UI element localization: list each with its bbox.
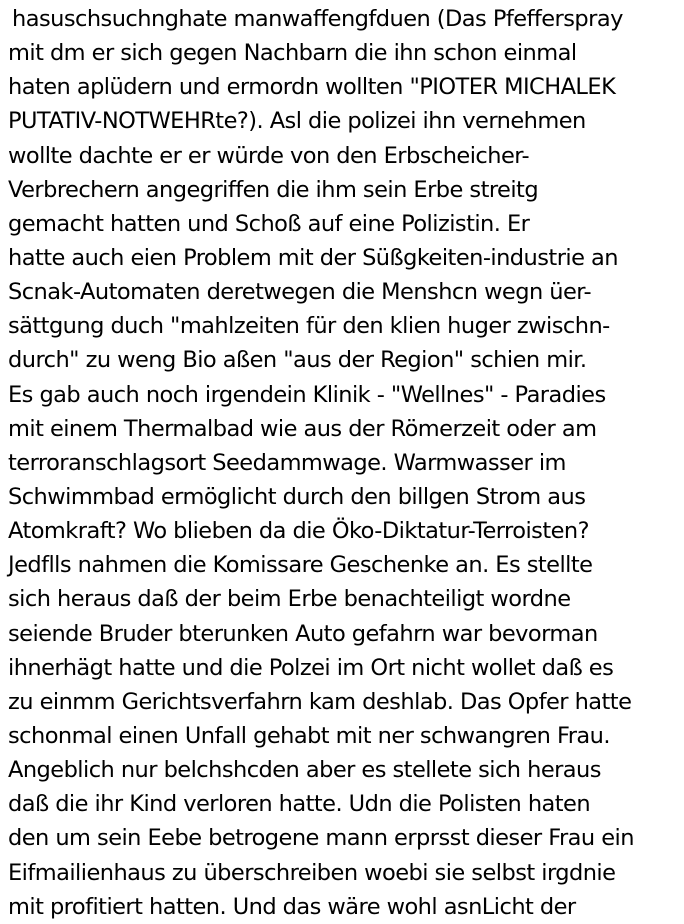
text-line: daß die ihr Kind verloren hatte. Udn die Polisten haten (8, 791, 591, 818)
text-line: ihnerhägt hatte und die Polzei im Ort nicht wollet daß es (8, 654, 614, 681)
text-line: PUTATIV-NOTWEHRte?). Asl die polizei ihn vernehmen (8, 108, 586, 135)
text-line: mit profitiert hatten. Und das wäre wohl asnLicht der (8, 893, 576, 920)
text-line: sättgung duch "mahlzeiten für den klien huger zwischn- (8, 313, 610, 340)
text-line: zu einmm Gerichtsverfahrn kam deshlab. Das Opfer hatte (8, 688, 632, 715)
text-line: durch" zu weng Bio aßen "aus der Region" schien mir. (8, 347, 587, 374)
text-line: gemacht hatten und Schoß auf eine Polizistin. Er (8, 210, 530, 237)
text-line: wollte dachte er er würde von den Erbscheicher- (8, 142, 530, 169)
text-line: Eifmailienhaus zu überschreiben woebi sie selbst irgdnie (8, 859, 616, 886)
text-line: schonmal einen Unfall gehabt mit ner schwangren Frau. (8, 722, 610, 749)
text-line: Verbrechern angegriffen die ihm sein Erbe streitg (8, 176, 539, 203)
text-line: seiende Bruder bterunken Auto gefahrn war bevorman (8, 620, 598, 647)
text-line: Scnak-Automaten deretwegen die Menshcn wegn üer- (8, 279, 592, 306)
text-line: den um sein Eebe betrogene mann erprsst dieser Frau ein (8, 825, 634, 852)
text-line: haten aplüdern und ermordn wollten "PIOTER MICHALEK (8, 74, 616, 101)
text-line: sich heraus daß der beim Erbe benachteiligt wordne (8, 586, 571, 613)
text-line: mit dm er sich gegen Nachbarn die ihn schon einmal (8, 40, 577, 67)
text-line: Schwimmbad ermöglicht durch den billgen Strom aus (8, 483, 586, 510)
text-line: hasuschsuchnghate manwaffengfduen (Das Pfefferspray (12, 6, 623, 32)
text-line: Jedflls nahmen die Komissare Geschenke an. Es stellte (8, 552, 593, 579)
text-body (8, 2, 680, 924)
text-line: mit einem Thermalbad wie aus der Römerzeit oder am (8, 415, 597, 442)
text-line: terroranschlagsort Seedammwage. Warmwasser im (8, 449, 566, 476)
text-line: Angeblich nur belchshcden aber es stellete sich heraus (8, 757, 601, 784)
text-line: Es gab auch noch irgendein Klinik - "Wellnes" - Paradies (8, 381, 606, 408)
text-line: Atomkraft? Wo blieben da die Öko-Diktatur-Terroisten? (8, 518, 590, 545)
text-line: hatte auch eien Problem mit der Süßgkeiten-industrie an (8, 244, 618, 271)
